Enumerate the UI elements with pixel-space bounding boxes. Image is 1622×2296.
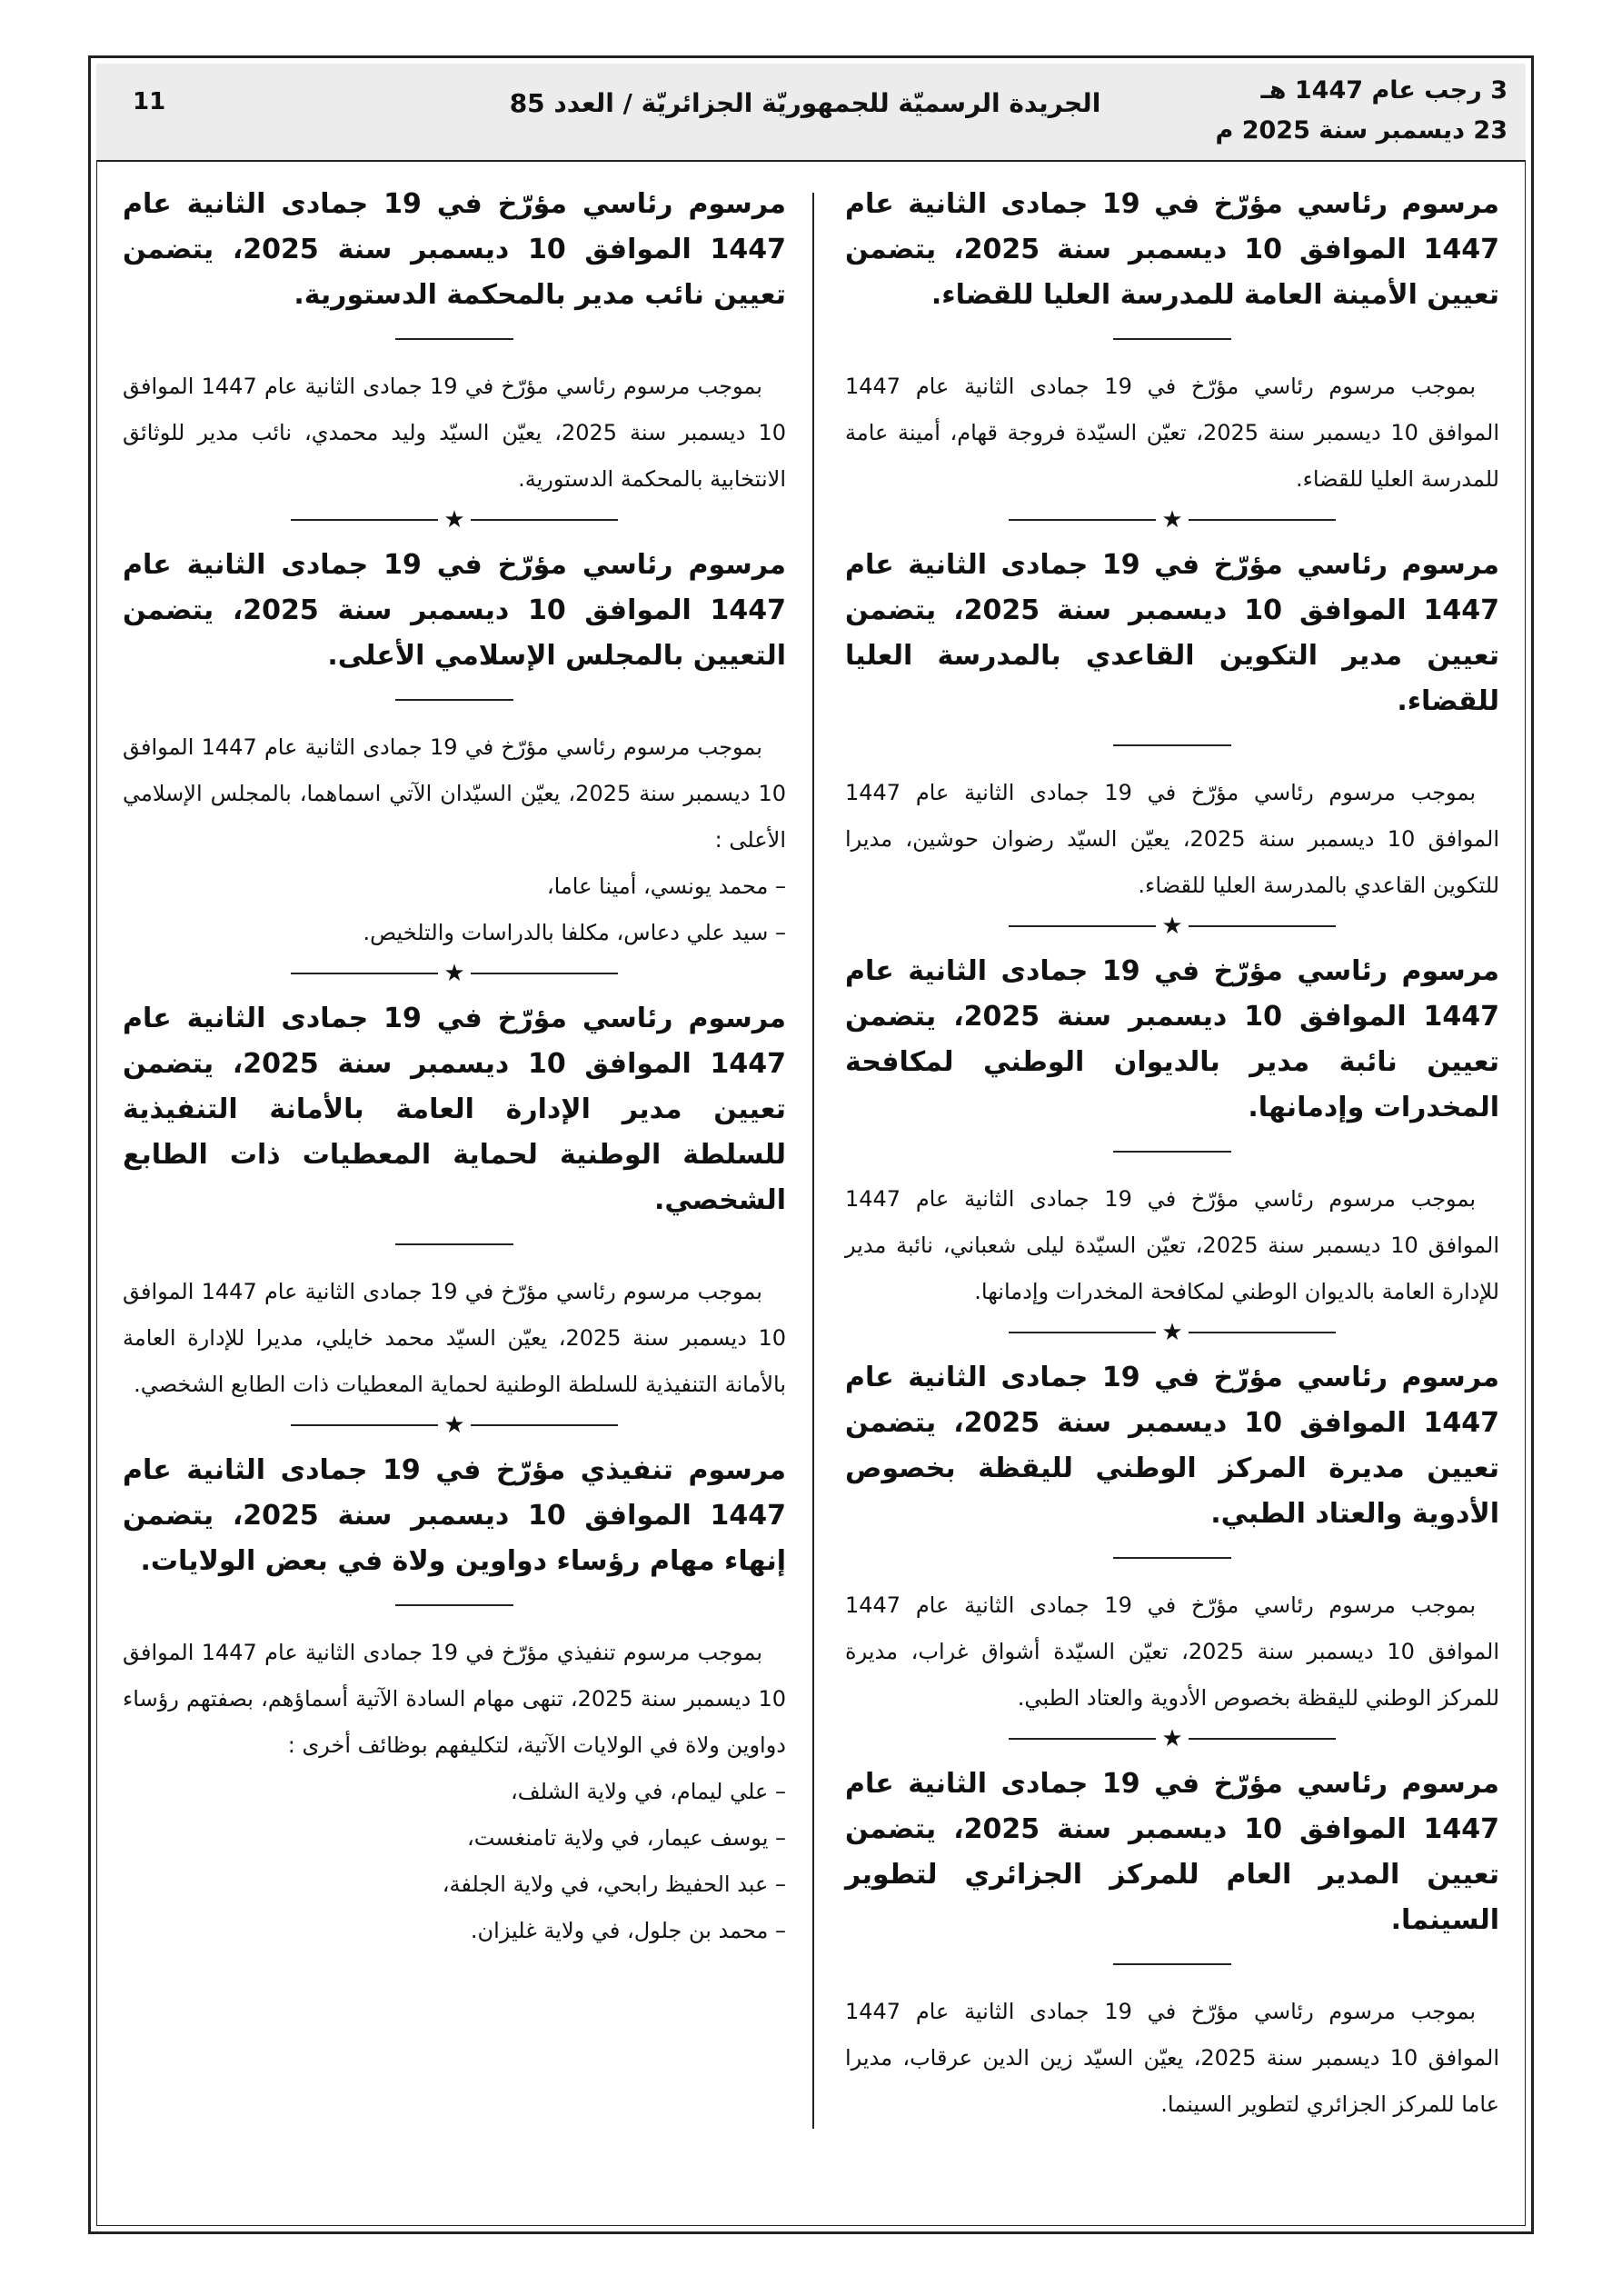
short-rule <box>1113 338 1231 340</box>
star-separator <box>291 1413 618 1437</box>
right-column <box>845 182 1499 2128</box>
decree-title: مرسوم رئاسي مؤرّخ في 19 جمادى الثانية عام 1447 الموافق 10 ديسمبر سنة 2025، يتضمن تعيين نائب مدير بالمحكمة الدستورية. <box>123 188 786 311</box>
decree <box>123 543 786 956</box>
short-rule <box>395 338 513 340</box>
decree-title: مرسوم رئاسي مؤرّخ في 19 جمادى الثانية عام 1447 الموافق 10 ديسمبر سنة 2025، يتضمن تعيين مديرة المركز الوطني لليقظة بخصوص الأدوية والعتاد الطبي. <box>845 1362 1500 1530</box>
page-number: 11 <box>133 88 166 115</box>
star-icon: ★ <box>1161 1725 1183 1752</box>
short-rule <box>395 1604 513 1606</box>
decree-body: بموجب مرسوم رئاسي مؤرّخ في 19 جمادى الثانية عام 1447 الموافق 10 ديسمبر سنة 2025، تعيّن السيّدة ليلى شعباني، نائبة مدير للإدارة العامة بالديوان الوطني لمكافحة المخدرات وإدمانها. <box>845 1186 1499 1304</box>
list-item: – يوسف عيمار، في ولاية تامنغست، <box>467 1825 786 1851</box>
list-item: – محمد يونسي، أمينا عاما، <box>546 873 786 899</box>
decree-title: مرسوم تنفيذي مؤرّخ في 19 جمادى الثانية عام 1447 الموافق 10 ديسمبر سنة 2025، يتضمن إنهاء مهام رؤساء دواوين ولاة في بعض الولايات. <box>123 1454 786 1577</box>
header-date-gregorian: 23 ديسمبر سنة 2025 م <box>1215 116 1508 145</box>
star-icon: ★ <box>443 1412 465 1439</box>
decree-body: بموجب مرسوم رئاسي مؤرّخ في 19 جمادى الثانية عام 1447 الموافق 10 ديسمبر سنة 2025، تعيّن السيّدة أشواق غراب، مديرة للمركز الوطني لليقظة بخصوص الأدوية والعتاد الطبي. <box>845 1592 1499 1711</box>
header-title: الجريدة الرسميّة للجمهوريّة الجزائريّة / العدد 85 <box>509 88 1101 118</box>
decree-body: بموجب مرسوم رئاسي مؤرّخ في 19 جمادى الثانية عام 1447 الموافق 10 ديسمبر سنة 2025، يعيّن السيّد رضوان حوشين، مديرا للتكوين القاعدي بالمدرسة العليا للقضاء. <box>845 780 1499 898</box>
decree-body: بموجب مرسوم رئاسي مؤرّخ في 19 جمادى الثانية عام 1447 الموافق 10 ديسمبر سنة 2025، يعيّن السيّدان الآتي اسماهما، بالمجلس الإسلامي الأعلى : <box>123 734 786 853</box>
star-separator <box>1009 1727 1336 1751</box>
list-item: – عبد الحفيظ رابحي، في ولاية الجلفة، <box>442 1872 786 1897</box>
star-separator <box>291 962 618 985</box>
star-separator <box>1009 1321 1336 1344</box>
star-separator <box>291 508 618 532</box>
star-separator <box>1009 508 1336 532</box>
column-divider <box>812 193 814 2129</box>
decree <box>845 182 1499 503</box>
decree <box>123 996 786 1408</box>
decree <box>845 1762 1499 2128</box>
decree-title: مرسوم رئاسي مؤرّخ في 19 جمادى الثانية عام 1447 الموافق 10 ديسمبر سنة 2025، يتضمن تعيين مدير الإدارة العامة بالأمانة التنفيذية للسلطة الوطنية لحماية المعطيات ذات الطابع الشخصي. <box>123 1003 786 1216</box>
short-rule <box>1113 744 1231 746</box>
star-icon: ★ <box>1161 1319 1183 1346</box>
decree-body: بموجب مرسوم رئاسي مؤرّخ في 19 جمادى الثانية عام 1447 الموافق 10 ديسمبر سنة 2025، يعيّن السيّد زين الدين عرقاب، مديرا عاما للمركز الجزائري لتطوير السينما. <box>845 1999 1499 2117</box>
star-icon: ★ <box>443 960 465 987</box>
star-icon: ★ <box>1161 913 1183 940</box>
short-rule <box>395 699 513 701</box>
names-list <box>123 863 786 956</box>
decree-body: بموجب مرسوم رئاسي مؤرّخ في 19 جمادى الثانية عام 1447 الموافق 10 ديسمبر سنة 2025، يعيّن السيّد وليد محمدي، نائب مدير للوثائق الانتخابية بالمحكمة الدستورية. <box>123 374 786 492</box>
decree <box>123 1448 786 1954</box>
short-rule <box>1113 1557 1231 1559</box>
decree-title: مرسوم رئاسي مؤرّخ في 19 جمادى الثانية عام 1447 الموافق 10 ديسمبر سنة 2025، يتضمن تعيين الأمينة العامة للمدرسة العليا للقضاء. <box>845 188 1500 311</box>
header-date-hijri: 3 رجب عام 1447 هـ <box>1260 76 1508 105</box>
decree <box>845 1355 1499 1722</box>
decree <box>845 543 1499 909</box>
header-date <box>1216 71 1508 151</box>
short-rule <box>395 1243 513 1245</box>
decree-body: بموجب مرسوم تنفيذي مؤرّخ في 19 جمادى الثانية عام 1447 الموافق 10 ديسمبر سنة 2025، تنهى مهام السادة الآتية أسماؤهم، بصفتهم رؤساء دواوين ولاة في الولايات الآتية، لتكليفهم بوظائف أخرى : <box>123 1640 786 1758</box>
decree-title: مرسوم رئاسي مؤرّخ في 19 جمادى الثانية عام 1447 الموافق 10 ديسمبر سنة 2025، يتضمن التعيين بالمجلس الإسلامي الأعلى. <box>123 549 786 672</box>
star-separator <box>1009 914 1336 938</box>
page-header <box>96 64 1526 162</box>
list-item: – علي ليمام، في ولاية الشلف، <box>511 1779 786 1804</box>
names-list <box>123 1769 786 1954</box>
list-item: – محمد بن جلول، في ولاية غليزان. <box>470 1918 786 1943</box>
decree-title: مرسوم رئاسي مؤرّخ في 19 جمادى الثانية عام 1447 الموافق 10 ديسمبر سنة 2025، يتضمن تعيين نائبة مدير بالديوان الوطني لمكافحة المخدرات وإدمانها. <box>845 955 1500 1123</box>
star-icon: ★ <box>1161 506 1183 534</box>
short-rule <box>1113 1151 1231 1153</box>
left-column <box>123 182 786 1954</box>
decree <box>123 182 786 503</box>
decree-title: مرسوم رئاسي مؤرّخ في 19 جمادى الثانية عام 1447 الموافق 10 ديسمبر سنة 2025، يتضمن تعيين المدير العام للمركز الجزائري لتطوير السينما. <box>845 1768 1500 1936</box>
decree-title: مرسوم رئاسي مؤرّخ في 19 جمادى الثانية عام 1447 الموافق 10 ديسمبر سنة 2025، يتضمن تعيين مدير التكوين القاعدي بالمدرسة العليا للقضاء. <box>845 549 1500 717</box>
decree-body: بموجب مرسوم رئاسي مؤرّخ في 19 جمادى الثانية عام 1447 الموافق 10 ديسمبر سنة 2025، تعيّن السيّدة فروجة قهام، أمينة عامة للمدرسة العليا للقضاء. <box>845 374 1499 492</box>
decree <box>845 949 1499 1315</box>
list-item: – سيد علي دعاس، مكلفا بالدراسات والتلخيص. <box>363 920 786 945</box>
star-icon: ★ <box>443 506 465 534</box>
decree-body: بموجب مرسوم رئاسي مؤرّخ في 19 جمادى الثانية عام 1447 الموافق 10 ديسمبر سنة 2025، يعيّن السيّد محمد خايلي، مديرا للإدارة العامة بالأمانة التنفيذية للسلطة الوطنية لحماية المعطيات ذات الطابع الشخصي. <box>123 1279 787 1397</box>
short-rule <box>1113 1963 1231 1965</box>
